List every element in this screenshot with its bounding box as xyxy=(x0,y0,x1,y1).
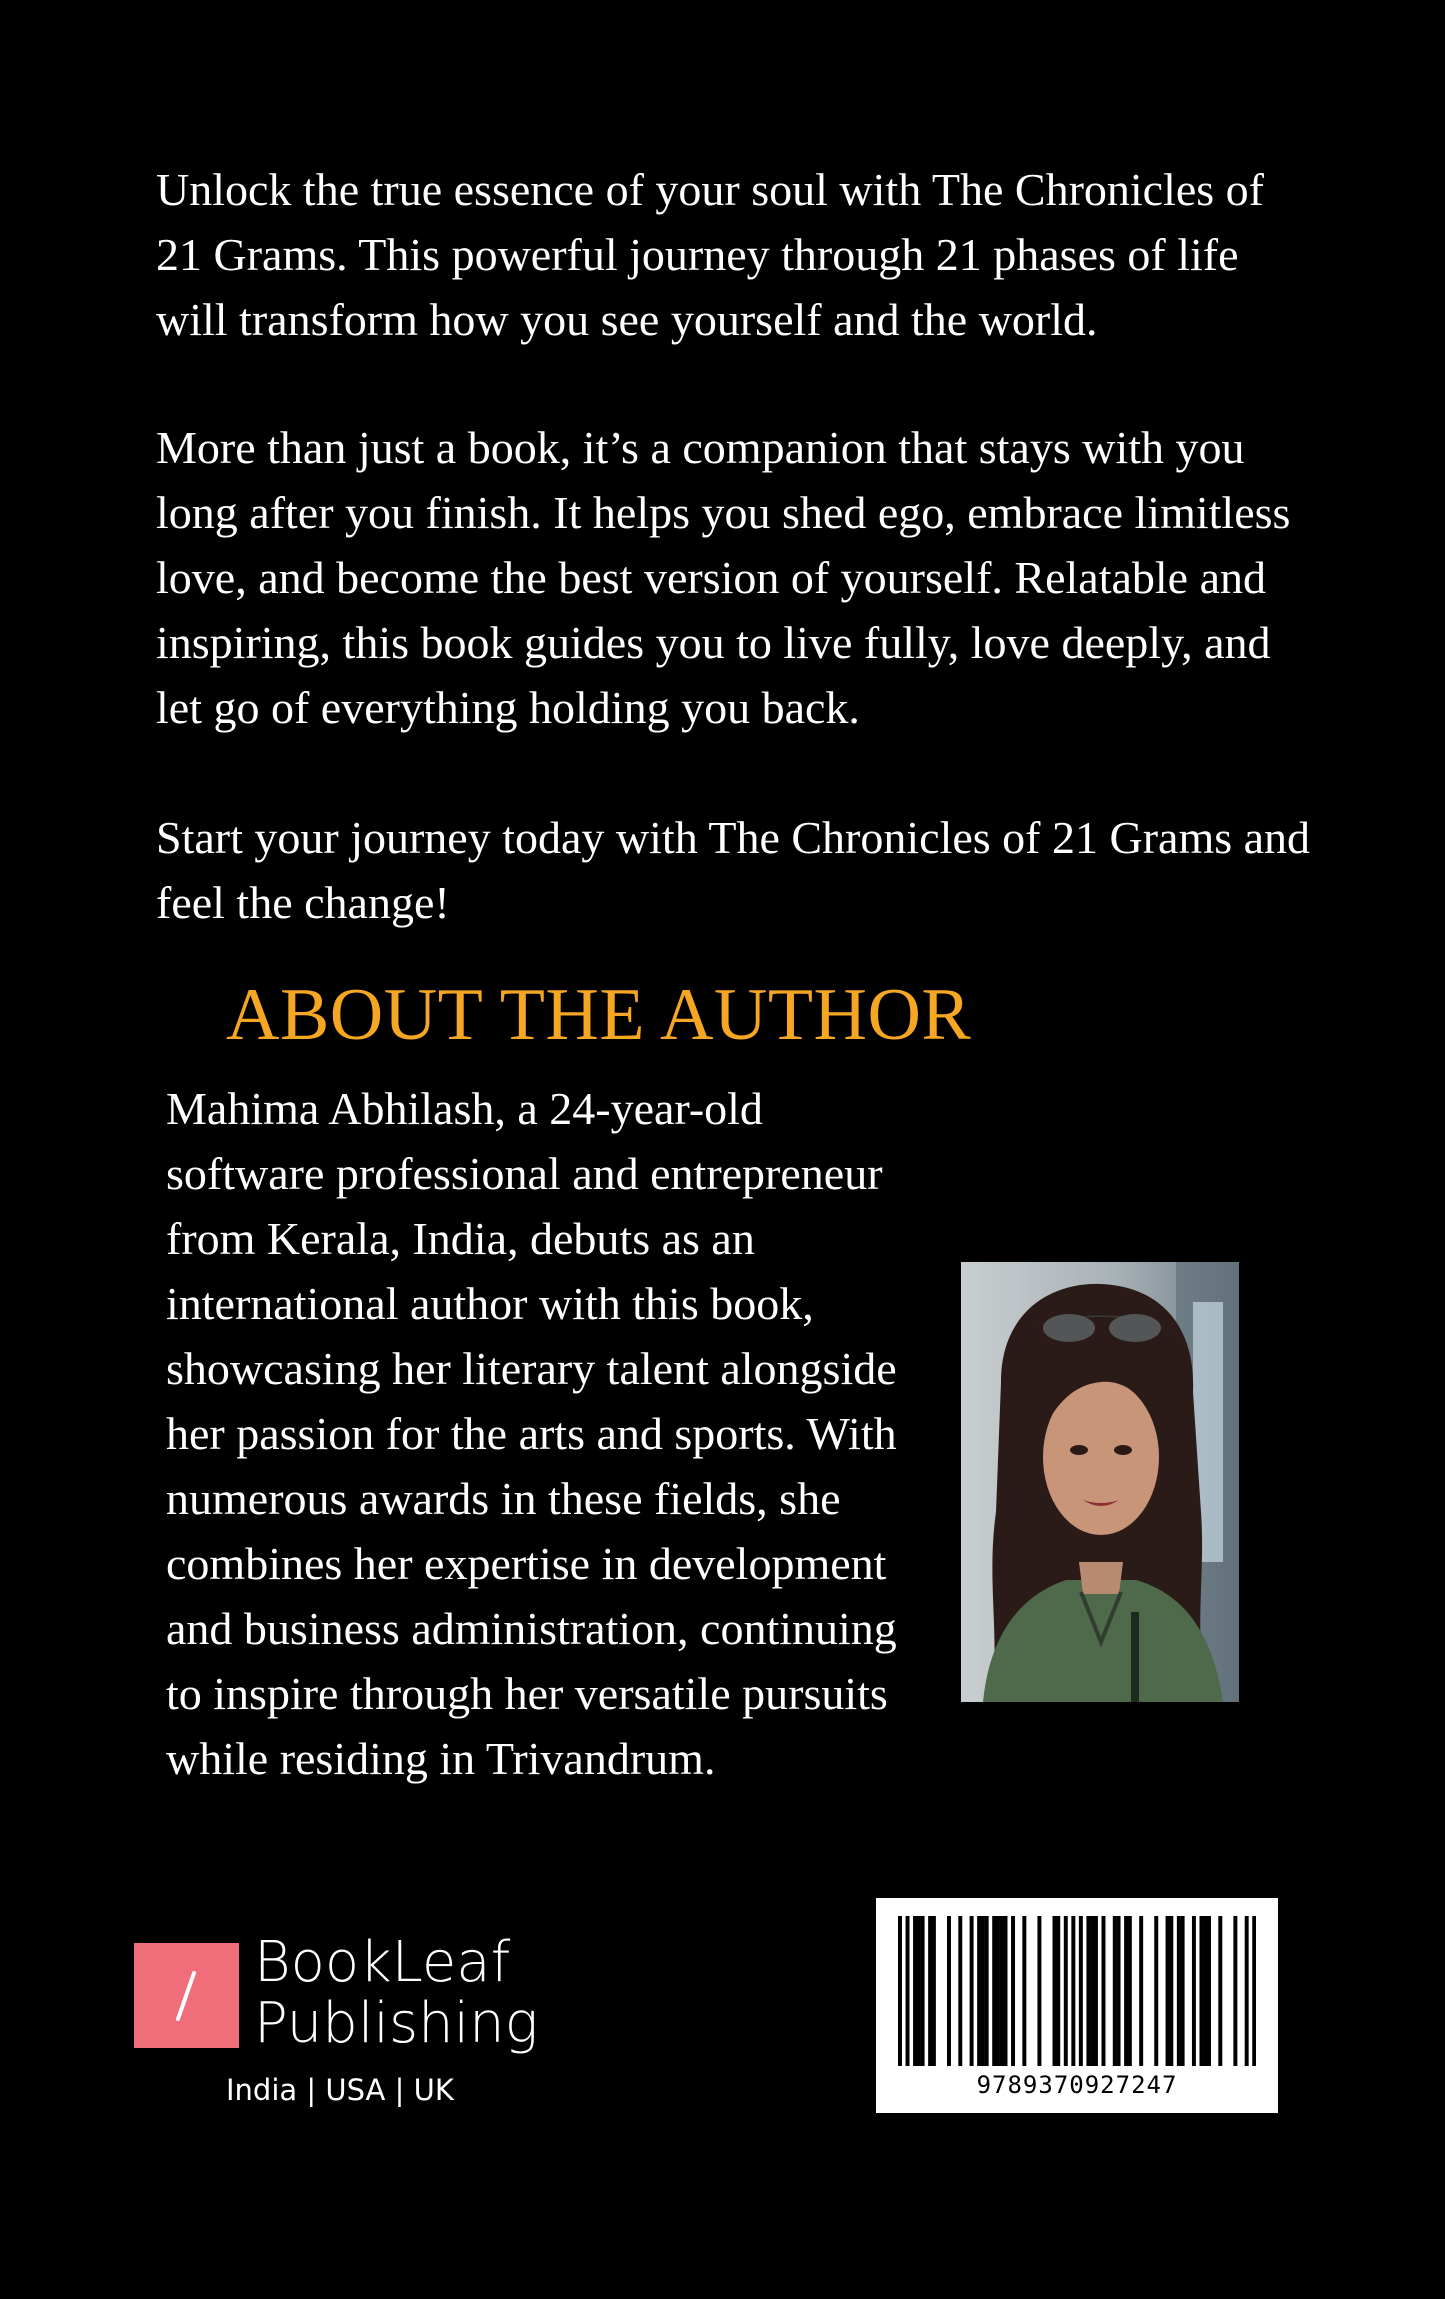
barcode-bar xyxy=(958,1916,962,2066)
barcode-bar xyxy=(1245,1916,1249,2066)
barcode-bar xyxy=(1090,1916,1094,2066)
publisher-regions: India | USA | UK xyxy=(226,2073,454,2107)
barcode-bar xyxy=(1086,1916,1090,2066)
author-bio: Mahima Abhilash, a 24-year-old software professional and entrepreneur from Kerala, India, debuts as an international author with this book, showcasing her literary talent alongside her passion for the arts and sports. With numerous awards in these fields, she combines her expertise in development and business administration, continuing to inspire through her versatile pursuits while residing in Trivandrum. xyxy=(166,1083,897,1784)
barcode-bar xyxy=(1094,1916,1098,2066)
barcode-bar xyxy=(928,1916,932,2066)
barcode-bar xyxy=(947,1916,951,2066)
barcode-bar xyxy=(906,1916,910,2066)
barcode-bar xyxy=(1169,1916,1173,2066)
barcode-bar xyxy=(1166,1916,1170,2066)
barcode-bar xyxy=(992,1916,996,2066)
barcode-bar xyxy=(913,1916,917,2066)
barcode-bars xyxy=(898,1916,1256,2066)
barcode-bar xyxy=(1207,1916,1211,2066)
barcode-bar xyxy=(1113,1916,1117,2066)
barcode-bar xyxy=(1203,1916,1207,2066)
barcode-bar xyxy=(1056,1916,1060,2066)
barcode-bar xyxy=(1037,1916,1041,2066)
author-photo xyxy=(961,1262,1239,1702)
barcode-bar xyxy=(1128,1916,1132,2066)
barcode-bar xyxy=(921,1916,925,2066)
barcode-bar xyxy=(1154,1916,1158,2066)
barcode-bar xyxy=(1000,1916,1004,2066)
barcode-bar xyxy=(1053,1916,1057,2066)
bookleaf-logo-icon xyxy=(134,1943,239,2048)
barcode-bar xyxy=(1079,1916,1083,2066)
blurb-paragraph-1: Unlock the true essence of your soul with The Chronicles of 21 Grams. This powerful journey through 21 phases of life will transform how you see yourself and the world. xyxy=(156,164,1264,345)
isbn-barcode xyxy=(876,1898,1278,2113)
barcode-bar xyxy=(1233,1916,1237,2066)
publisher-name: BookLeaf Publishing xyxy=(254,1930,539,2056)
barcode-bar xyxy=(898,1916,902,2066)
barcode-bar xyxy=(1177,1916,1181,2066)
barcode-bar xyxy=(1071,1916,1075,2066)
barcode-bar xyxy=(1022,1916,1026,2066)
barcode-bar xyxy=(996,1916,1000,2066)
barcode-bar xyxy=(981,1916,985,2066)
barcode-bar xyxy=(1101,1916,1105,2066)
barcode-bar xyxy=(1004,1916,1008,2066)
barcode-bar xyxy=(1064,1916,1068,2066)
barcode-bar xyxy=(1124,1916,1128,2066)
barcode-bar xyxy=(1218,1916,1222,2066)
barcode-bar xyxy=(977,1916,981,2066)
blurb-paragraph-2: More than just a book, it’s a companion that stays with you long after you finish. It helps you shed ego, embrace limitless love, and become the best version of yourself. Relatable and inspiring, this book guides you to live fully, love deeply, and let go of everything holding you back. xyxy=(156,422,1291,733)
barcode-bar xyxy=(1011,1916,1015,2066)
barcode-bar xyxy=(1139,1916,1143,2066)
barcode-bar xyxy=(985,1916,989,2066)
about-the-author-heading: ABOUT THE AUTHOR xyxy=(226,974,972,1056)
barcode-bar xyxy=(1252,1916,1256,2066)
barcode-bar xyxy=(1181,1916,1185,2066)
blurb-paragraph-3: Start your journey today with The Chronicles of 21 Grams and feel the change! xyxy=(156,812,1311,928)
barcode-bar xyxy=(970,1916,974,2066)
barcode-bar xyxy=(1199,1916,1203,2066)
barcode-bar xyxy=(1192,1916,1196,2066)
barcode-bar xyxy=(1117,1916,1121,2066)
isbn-number: 9789370927247 xyxy=(976,2071,1178,2099)
barcode-bar xyxy=(917,1916,921,2066)
barcode-bar xyxy=(932,1916,936,2066)
